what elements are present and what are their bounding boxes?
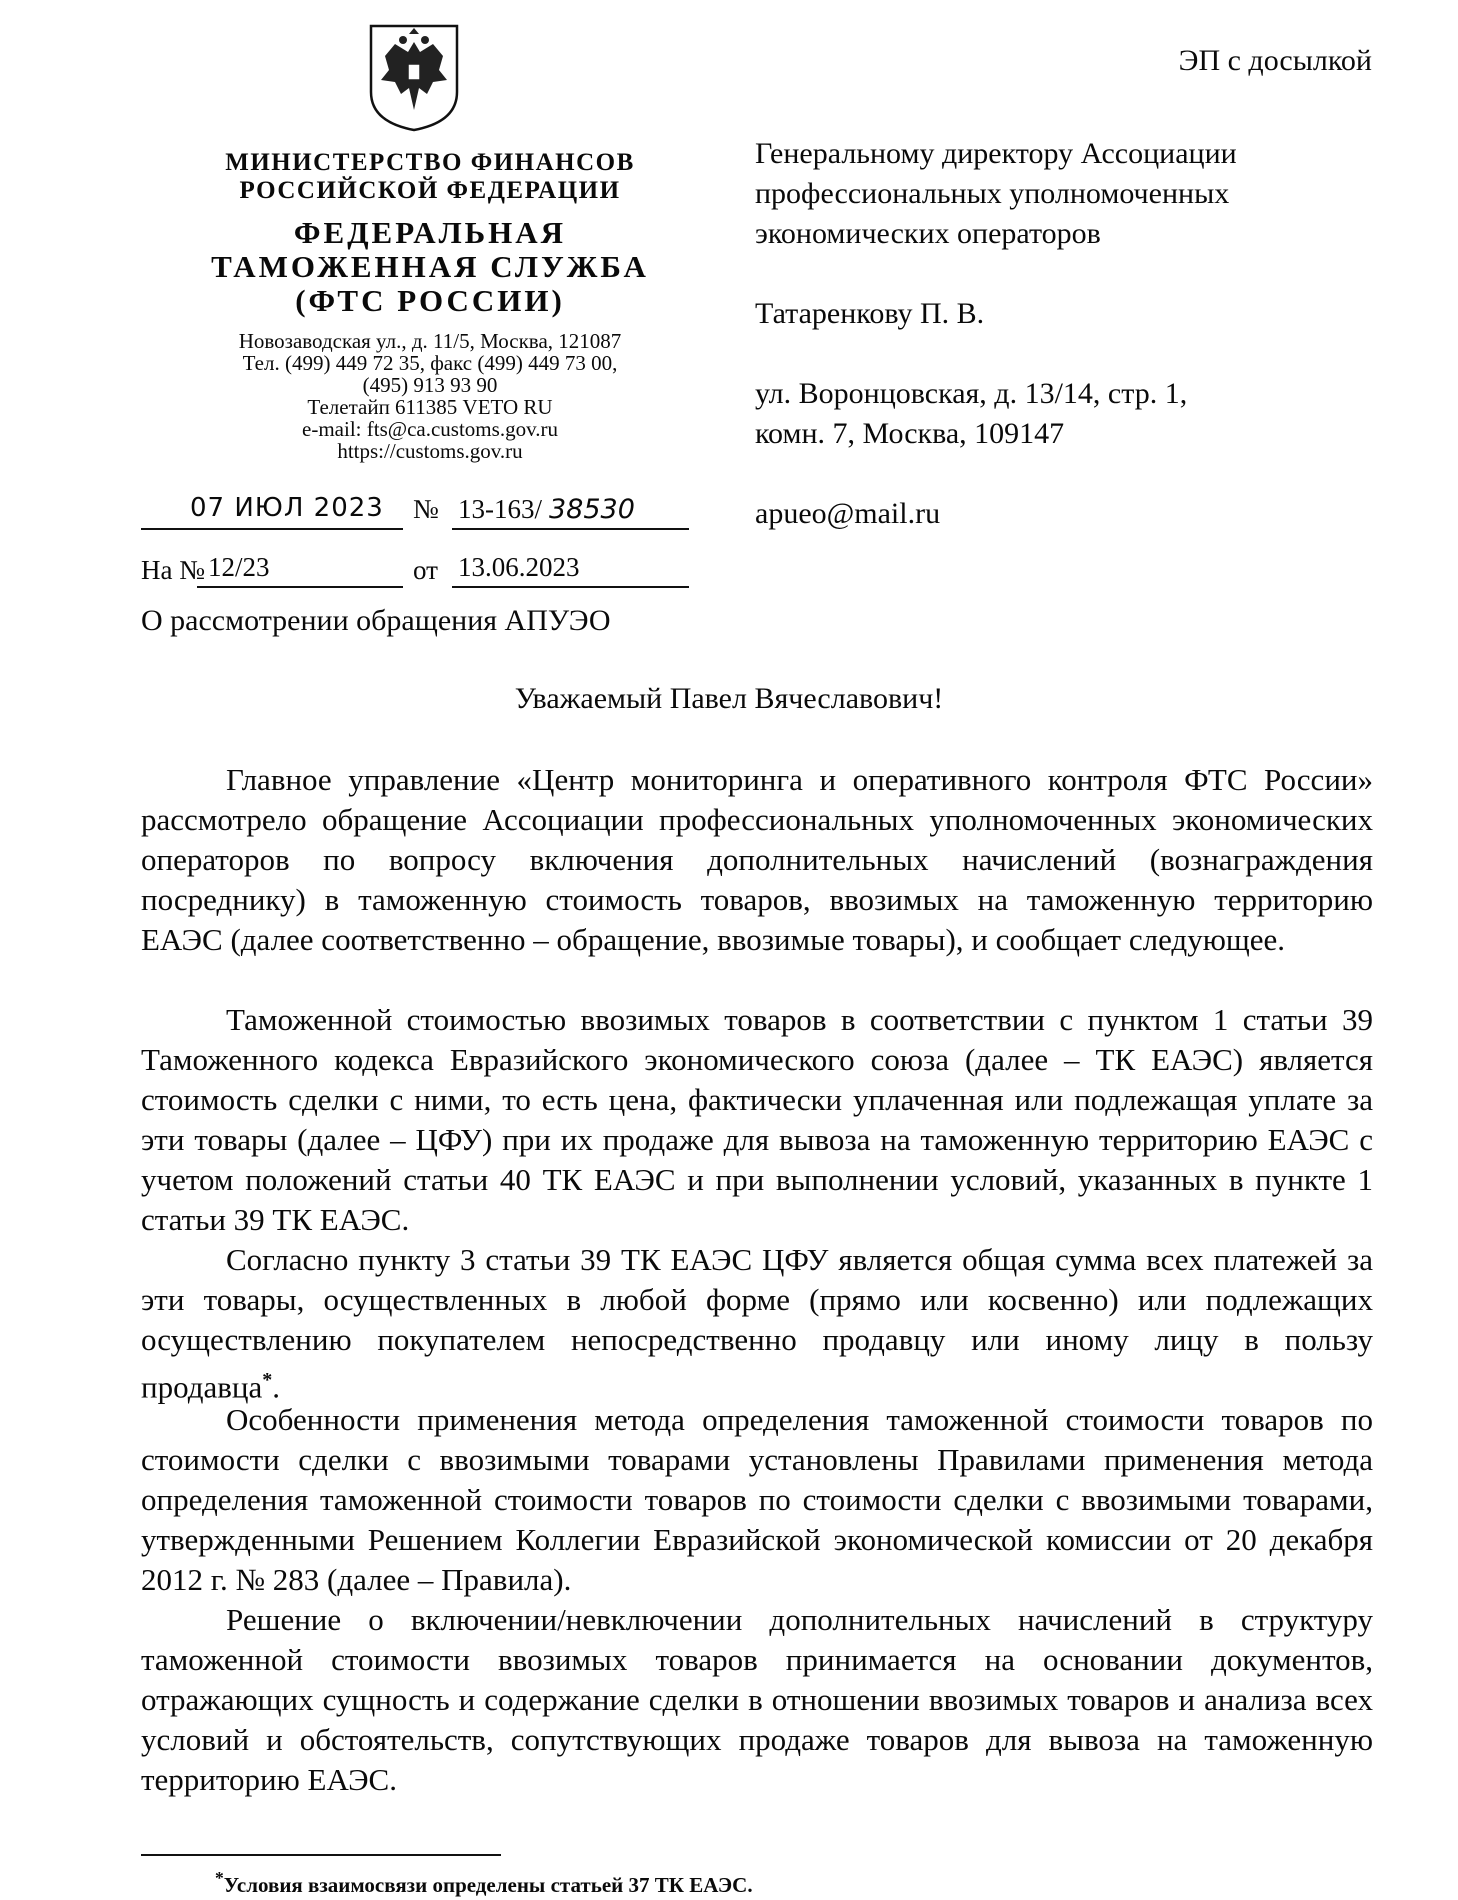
paragraph-3-text: Согласно пункту 3 статьи 39 ТК ЕАЭС ЦФУ является общая сумма всех платежей за эти товары, осуществленных в любой форме (прямо или косвенно) или подлежащих осуществлению покупателем непосредственно продавцу или иному лицу в пользу продавца — [141, 1242, 1373, 1405]
paragraph-3 — [141, 1240, 1373, 1407]
paragraph-2 — [141, 1000, 1373, 1240]
paragraph-4-text: Особенности применения метода определения таможенной стоимости товаров по стоимости сделки с ввозимыми товарами установлены Правилами применения метода определения таможенной стоимости товаров по стоимости сделки с ввозимыми товарами, утвержденными Решением Коллегии Евразийской экономической комиссии от 20 декабря 2012 г. № 283 (далее – Правила). — [141, 1402, 1373, 1597]
contact-email: e-mail: fts@ca.customs.gov.ru — [302, 417, 558, 441]
number-underline — [452, 528, 689, 530]
reply-date: 13.06.2023 — [458, 552, 580, 582]
reply-number-label: На № — [141, 555, 205, 585]
letter-subject: О рассмотрении обращения АПУЭО — [141, 604, 611, 637]
contact-phone-2: (495) 913 93 90 — [362, 373, 498, 397]
registration-date: 07 ИЮЛ 2023 — [190, 493, 384, 523]
paragraph-4 — [141, 1400, 1373, 1600]
footnote-text: Условия взаимосвязи определены статьей 37 ТК ЕАЭС. — [223, 1873, 753, 1897]
ministry-name-line-1: МИНИСТЕРСТВО ФИНАНСОВ — [225, 149, 635, 176]
paragraph-1-text: Главное управление «Центр мониторинга и оперативного контроля ФТС России» рассмотрело обращение Ассоциации профессиональных уполномоченных экономических операторов по вопросу включения дополнительных начислений (вознаграждения посреднику) в таможенную стоимость товаров, ввозимых на таможенную территорию ЕАЭС (далее соответственно – обращение, ввозимые товары), и сообщает следующее. — [141, 762, 1373, 957]
footnote-divider — [141, 1854, 501, 1856]
recipient-title-line-1: Генеральному директору Ассоциации — [755, 137, 1237, 170]
footnote-marker: * — [262, 1369, 273, 1391]
paragraph-5 — [141, 1600, 1373, 1800]
service-name-line-1: ФЕДЕРАЛЬНАЯ — [293, 215, 567, 250]
ministry-name-line-2: РОССИЙСКОЙ ФЕДЕРАЦИИ — [239, 177, 621, 204]
paragraph-2-text: Таможенной стоимостью ввозимых товаров в соответствии с пунктом 1 статьи 39 Таможенного кодекса Евразийского экономического союза (далее – ТК ЕАЭС) является стоимость сделки с ними, то есть цена, фактически уплаченная или подлежащая уплате за эти товары (далее – ЦФУ) при их продаже для вывоза на таможенную территорию ЕАЭС с учетом положений статьи 40 ТК ЕАЭС и при выполнении условий, указанных в пункте 1 статьи 39 ТК ЕАЭС. — [141, 1002, 1373, 1237]
footnote — [215, 1868, 753, 1898]
recipient-address-line-1: ул. Воронцовская, д. 13/14, стр. 1, — [755, 377, 1188, 410]
contact-teletype: Телетайп 611385 VETO RU — [307, 395, 553, 419]
from-label: от — [413, 555, 438, 585]
distribution-note: ЭП с досылкой — [1178, 44, 1372, 77]
registration-number-handwritten: 38530 — [549, 494, 635, 525]
paragraph-3-period: . — [272, 1369, 280, 1405]
recipient-address-line-2: комн. 7, Москва, 109147 — [755, 417, 1065, 450]
service-name-line-3: (ФТС РОССИИ) — [295, 283, 565, 318]
registration-number-prefix: 13-163/ — [458, 494, 542, 524]
recipient-name: Татаренкову П. В. — [755, 297, 985, 330]
paragraph-3-body — [141, 1240, 1373, 1407]
reply-date-underline — [452, 586, 689, 588]
service-name-line-2: ТАМОЖЕННАЯ СЛУЖБА — [211, 249, 649, 284]
paragraph-1 — [141, 760, 1373, 960]
reply-number: 12/23 — [208, 552, 270, 582]
reply-number-underline — [197, 586, 403, 588]
recipient-title-line-2: профессиональных уполномоченных — [755, 177, 1230, 210]
recipient-title-line-3: экономических операторов — [755, 217, 1101, 250]
number-label: № — [413, 494, 439, 524]
contact-phone: Тел. (499) 449 72 35, факс (499) 449 73 00, — [242, 351, 618, 375]
recipient-email: apueo@mail.ru — [755, 497, 941, 530]
coat-of-arms-icon — [365, 22, 463, 134]
paragraph-5-text: Решение о включении/невключении дополнительных начислений в структуру таможенной стоимости ввозимых товаров принимается на основании документов, отражающих сущность и содержание сделки в отношении ввозимых товаров и анализа всех условий и обстоятельств, сопутствующих продаже товаров для вывоза на таможенную территорию ЕАЭС. — [141, 1602, 1373, 1797]
salutation: Уважаемый Павел Вячеславович! — [514, 682, 944, 715]
date-underline — [141, 528, 403, 530]
contact-address: Новозаводская ул., д. 11/5, Москва, 121087 — [238, 329, 622, 353]
contact-website: https://customs.gov.ru — [337, 439, 523, 463]
footnote-star: * — [215, 1868, 224, 1888]
